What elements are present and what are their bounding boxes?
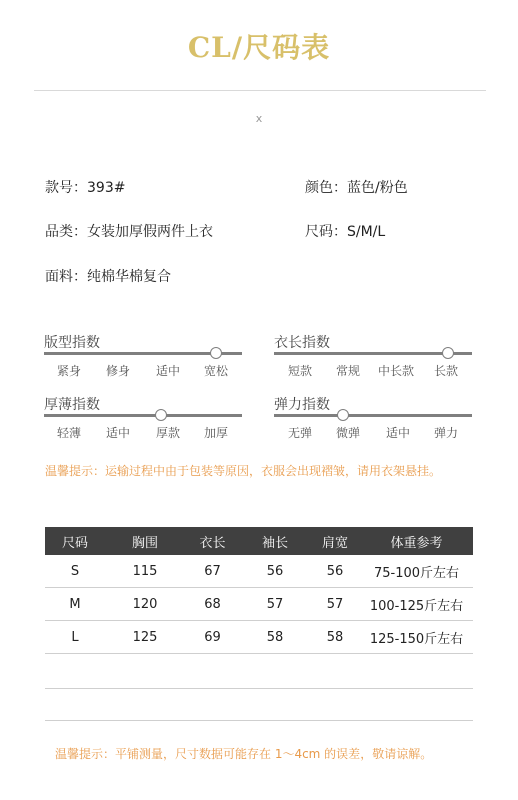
scale-option: 宽松 <box>203 364 229 378</box>
table-cell: 67 <box>185 555 240 588</box>
title-divider <box>34 90 486 91</box>
scale-track <box>274 414 472 417</box>
table-cell: 56 <box>310 555 360 588</box>
table-cell: L <box>45 621 105 654</box>
size-range-info: 尺码：S/M/L <box>305 224 386 240</box>
column-header: 肩宽 <box>310 527 360 555</box>
column-header: 袖长 <box>240 527 310 555</box>
scale-option: 长款 <box>433 364 459 378</box>
column-header: 体重参考 <box>360 527 473 555</box>
fit-index-scale <box>44 332 242 382</box>
scale-option: 适中 <box>155 364 181 378</box>
scale-option: 厚款 <box>155 426 181 440</box>
elasticity-index-scale <box>274 394 472 444</box>
scale-knob <box>337 409 349 421</box>
table-row <box>45 621 473 654</box>
column-header: 衣长 <box>185 527 240 555</box>
column-header: 尺码 <box>45 527 105 555</box>
table-cell: 120 <box>105 588 185 621</box>
measurement-notice: 温馨提示：平铺测量，尺寸数据可能存在 1～4cm 的误差，敬请谅解。 <box>55 747 433 761</box>
table-header-row <box>45 527 473 555</box>
table-row <box>45 555 473 588</box>
close-icon[interactable]: x <box>255 112 263 125</box>
fabric-info: 面料：纯棉华棉复合 <box>45 269 171 285</box>
table-cell: 56 <box>240 555 310 588</box>
care-notice: 温馨提示：运输过程中由于包装等原因，衣服会出现褶皱，请用衣架悬挂。 <box>45 464 442 478</box>
table-cell: 69 <box>185 621 240 654</box>
scale-track <box>44 414 242 417</box>
table-row <box>45 588 473 621</box>
length-index-scale <box>274 332 472 382</box>
scale-option: 适中 <box>105 426 131 440</box>
scale-title: 版型指数 <box>44 335 100 351</box>
table-cell: 115 <box>105 555 185 588</box>
style-number: 款号：393# <box>45 180 126 196</box>
scale-option: 中长款 <box>377 364 415 378</box>
column-header: 胸围 <box>105 527 185 555</box>
scale-option: 常规 <box>335 364 361 378</box>
table-cell: 125-150斤左右 <box>360 621 473 654</box>
scale-knob <box>210 347 222 359</box>
scale-knob <box>155 409 167 421</box>
scale-option: 紧身 <box>56 364 82 378</box>
scale-title: 衣长指数 <box>274 335 330 351</box>
scale-option: 短款 <box>287 364 313 378</box>
color-info: 颜色：蓝色/粉色 <box>305 180 408 196</box>
table-cell: 125 <box>105 621 185 654</box>
table-cell: 58 <box>310 621 360 654</box>
table-cell: 58 <box>240 621 310 654</box>
scale-option: 微弹 <box>335 426 361 440</box>
scale-option: 轻薄 <box>56 426 82 440</box>
table-empty-row-line <box>45 720 473 721</box>
table-empty-row-line <box>45 688 473 689</box>
page-title: CL/尺码表 <box>187 31 331 64</box>
table-cell: S <box>45 555 105 588</box>
table-cell: 100-125斤左右 <box>360 588 473 621</box>
table-cell: M <box>45 588 105 621</box>
scale-title: 弹力指数 <box>274 397 330 413</box>
scale-knob <box>442 347 454 359</box>
table-cell: 57 <box>240 588 310 621</box>
scale-option: 适中 <box>385 426 411 440</box>
table-cell: 68 <box>185 588 240 621</box>
scale-option: 修身 <box>105 364 131 378</box>
category-info: 品类：女装加厚假两件上衣 <box>45 224 213 240</box>
table-cell: 75-100斤左右 <box>360 555 473 588</box>
scale-option: 弹力 <box>433 426 459 440</box>
scale-title: 厚薄指数 <box>44 397 100 413</box>
thickness-index-scale <box>44 394 242 444</box>
size-table <box>45 527 473 654</box>
scale-option: 无弹 <box>287 426 313 440</box>
table-cell: 57 <box>310 588 360 621</box>
scale-option: 加厚 <box>203 426 229 440</box>
